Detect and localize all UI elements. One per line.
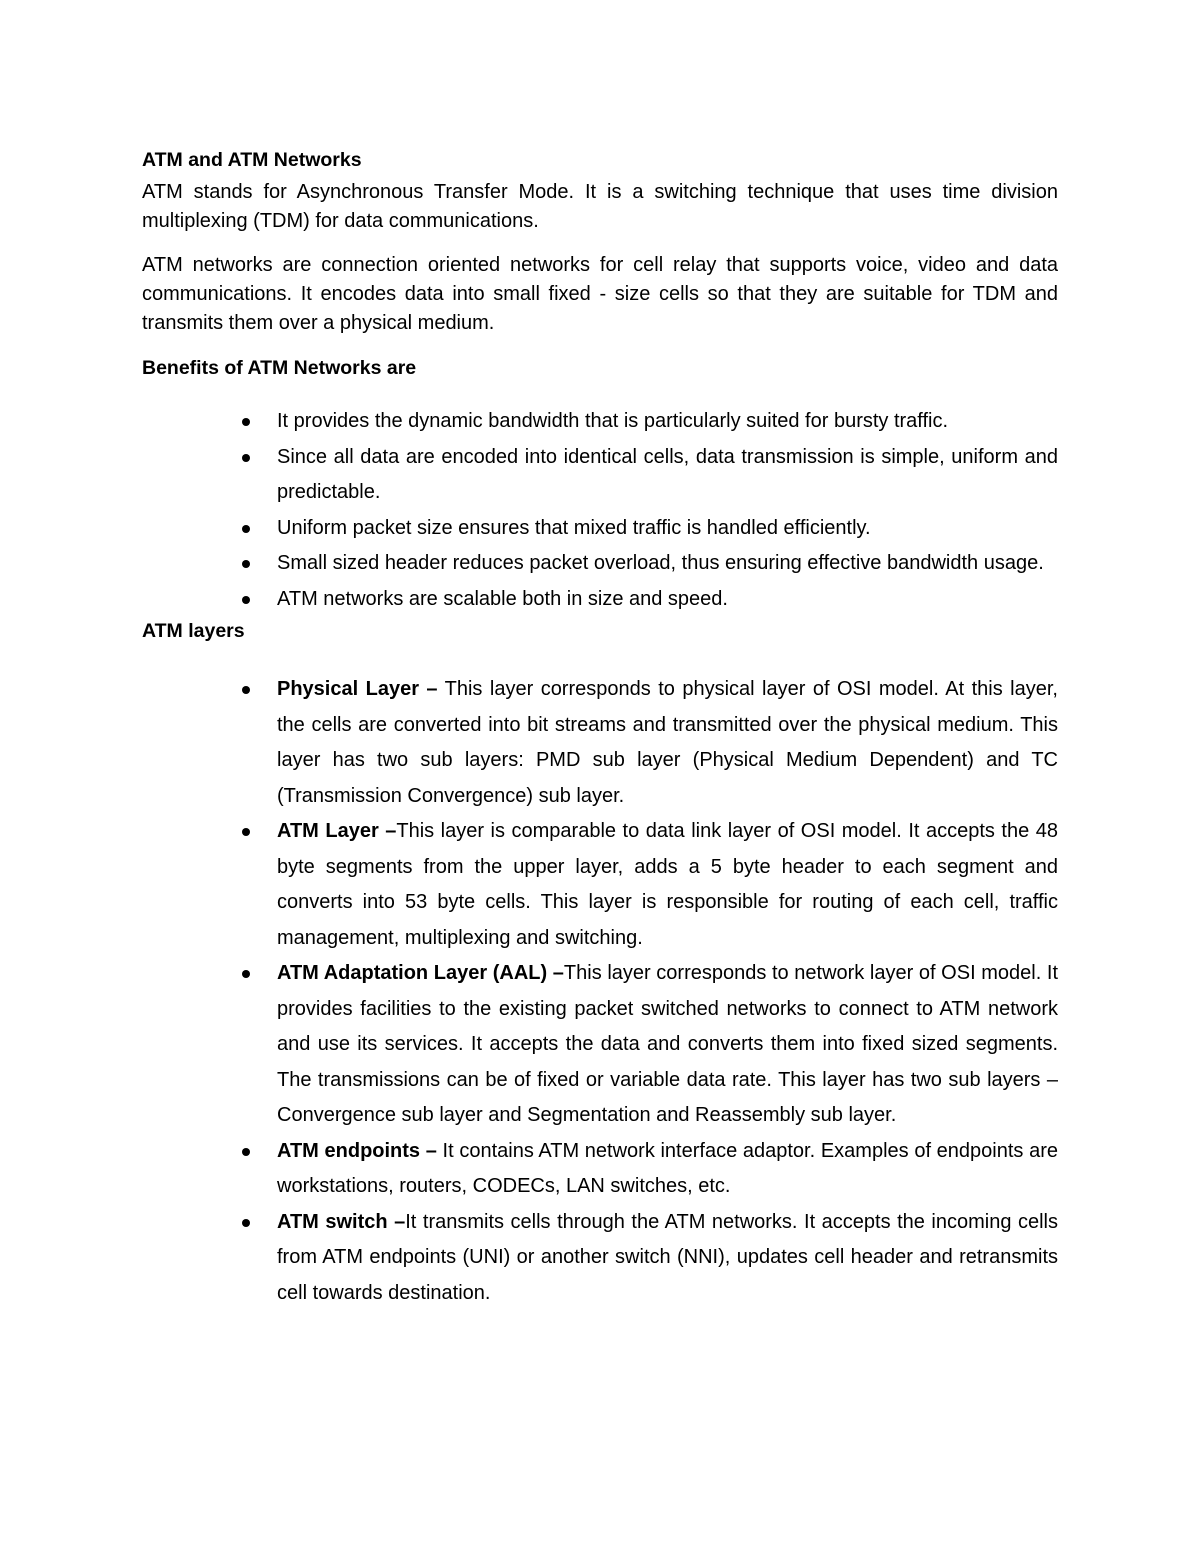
bullet-icon (242, 828, 250, 836)
list-item (142, 672, 1058, 814)
list-item (142, 814, 1058, 956)
bullet-icon (242, 454, 250, 462)
document-page (142, 146, 1058, 1311)
bullet-icon (242, 686, 250, 694)
intro-paragraph-1: ATM stands for Asynchronous Transfer Mode. It is a switching technique that uses time division multiplexing (TDM) for data communications. (142, 181, 1058, 232)
bullet-icon (242, 525, 250, 533)
layer-text: It contains ATM network interface adaptor. Examples of endpoints are workstations, routers, CODECs, LAN switches, etc. (277, 1139, 1058, 1197)
intro-paragraph-2: ATM networks are connection oriented networks for cell relay that supports voice, video and data communications. It encodes data into small fixed - size cells so that they are suitable for TDM and transmits them over a physical medium. (142, 254, 1058, 334)
list-item (142, 404, 1058, 440)
layers-list (142, 672, 1058, 1311)
layer-text: It transmits cells through the ATM networks. It accepts the incoming cells from ATM endpoints (UNI) or another switch (NNI), updates cell header and retransmits cell towards destination. (277, 1210, 1059, 1304)
bullet-icon (242, 596, 250, 604)
bullet-icon (242, 1219, 250, 1227)
benefit-text: Small sized header reduces packet overload, thus ensuring effective bandwidth usage. (277, 552, 1044, 574)
list-item (142, 1134, 1058, 1205)
bullet-icon (242, 970, 250, 978)
layer-term: ATM Layer – (277, 820, 397, 842)
benefit-text: Since all data are encoded into identical cells, data transmission is simple, uniform and predictable. (277, 445, 1058, 503)
list-item (142, 440, 1058, 511)
layer-text: This layer is comparable to data link layer of OSI model. It accepts the 48 byte segments from the upper layer, adds a 5 byte header to each segment and converts into 53 byte cells. This layer is responsible for routing of each cell, traffic management, multiplexing and switching. (277, 820, 1058, 949)
benefit-text: It provides the dynamic bandwidth that is particularly suited for bursty traffic. (277, 410, 949, 432)
bullet-icon (242, 1148, 250, 1156)
document-title: ATM and ATM Networks (142, 149, 362, 171)
layer-term: ATM Adaptation Layer (AAL) – (277, 962, 564, 984)
bullet-icon (242, 560, 250, 568)
benefit-text: ATM networks are scalable both in size and speed. (277, 587, 728, 610)
list-item (142, 1205, 1058, 1312)
layer-text: This layer corresponds to physical layer of OSI model. At this layer, the cells are converted into bit streams and transmitted over the physical medium. This layer has two sub layers: PMD sub layer (Physical Medium Dependent) and TC (Transmission Convergence) sub layer. (277, 678, 1058, 807)
list-item (142, 956, 1058, 1134)
benefits-heading: Benefits of ATM Networks are (142, 357, 417, 379)
layer-term: ATM endpoints – (277, 1139, 437, 1162)
layer-text: This layer corresponds to network layer of OSI model. It provides facilities to the existing packet switched networks to connect to ATM network and use its services. It accepts the data and converts them into fixed sized segments. The transmissions can be of fixed or variable data rate. This layer has two sub layers – Convergence sub layer and Segmentation and Reassembly sub layer. (277, 962, 1058, 1126)
bullet-icon (242, 418, 250, 426)
list-item (142, 546, 1058, 582)
benefit-text: Uniform packet size ensures that mixed traffic is handled efficiently. (277, 516, 871, 539)
benefits-list (142, 404, 1058, 617)
layer-term: Physical Layer – (277, 678, 438, 700)
list-item (142, 511, 1058, 547)
layer-term: ATM switch – (277, 1210, 406, 1233)
layers-heading: ATM layers (142, 620, 245, 642)
list-item (142, 582, 1058, 618)
